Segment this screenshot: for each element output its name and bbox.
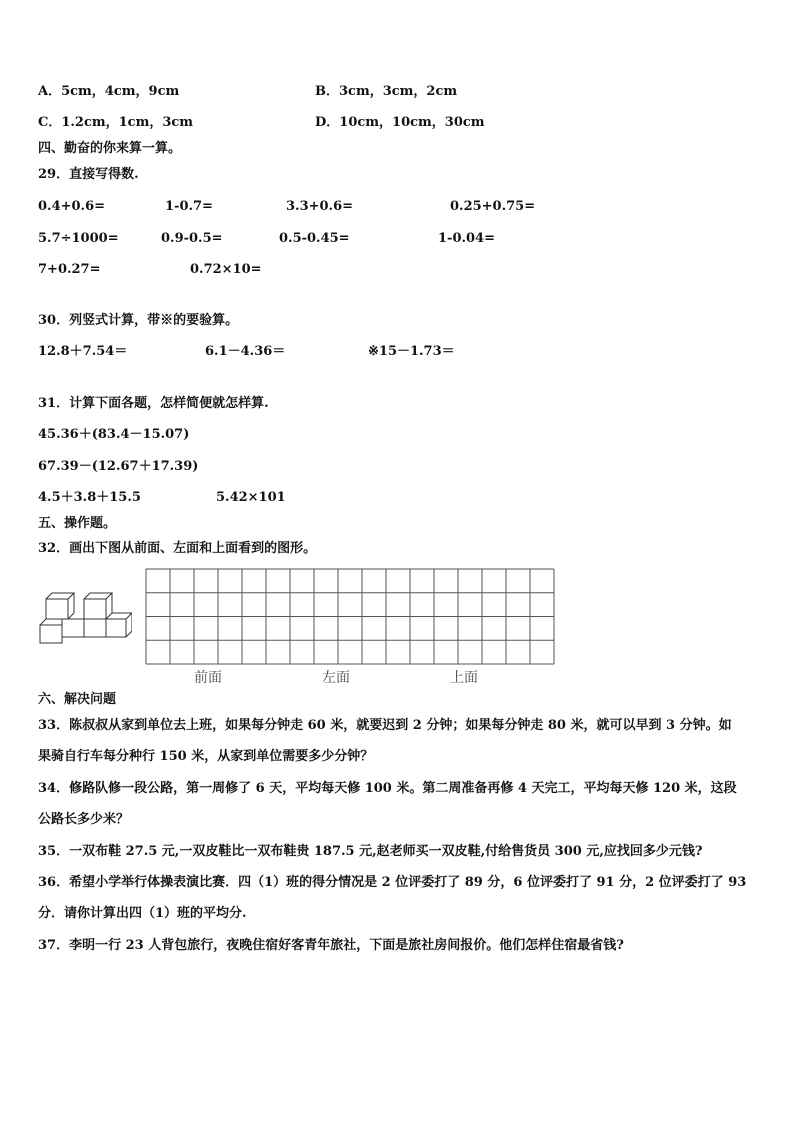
q31-item: 5.42×101 — [216, 490, 286, 505]
q29-title: 29．直接写得数. — [38, 167, 139, 182]
q29-item: 0.72×10= — [190, 262, 262, 277]
q30-item: ※15－1.73＝ — [368, 344, 455, 359]
choice-d: D．10cm，10cm，30cm — [315, 115, 485, 130]
q32-title: 32．画出下图从前面、左面和上面看到的图形。 — [38, 541, 317, 556]
label-left: 左面 — [322, 670, 350, 686]
q29-item: 1-0.7= — [165, 199, 213, 214]
q30-item: 12.8＋7.54＝ — [38, 344, 128, 359]
q33-line: 果骑自行车每分种行 150 米，从家到单位需要多少分钟？ — [38, 749, 374, 764]
q29-item: 0.4+0.6= — [38, 199, 106, 214]
q34-line: 34．修路队修一段公路，第一周修了 6 天，平均每天修 100 米。第二周准备再修 4 天完工，平均每天修 120 米，这段 — [38, 781, 737, 796]
label-front: 前面 — [194, 670, 222, 686]
q29-item: 7+0.27= — [38, 262, 101, 277]
q30-title: 30．列竖式计算，带※的要验算。 — [38, 313, 239, 328]
q37-line: 37．李明一行 23 人背包旅行，夜晚住宿好客青年旅社，下面是旅社房间报价。他们怎样住宿最省钱? — [38, 938, 624, 953]
q33-line: 33．陈叔叔从家到单位去上班，如果每分钟走 60 米，就要迟到 2 分钟；如果每分钟走 80 米，就可以早到 3 分钟。如 — [38, 718, 732, 733]
q31-item: 4.5＋3.8＋15.5 — [38, 490, 141, 505]
section5-title: 五、操作题。 — [38, 516, 117, 531]
q29-item: 1-0.04= — [438, 231, 495, 246]
choice-a: A．5cm，4cm，9cm — [38, 84, 180, 99]
section4-title: 四、勤奋的你来算一算。 — [38, 141, 182, 156]
q29-item: 0.9-0.5= — [161, 231, 223, 246]
q31-title: 31．计算下面各题，怎样简便就怎样算. — [38, 396, 269, 411]
choice-b: B．3cm，3cm，2cm — [315, 84, 458, 99]
q30-item: 6.1－4.36＝ — [205, 344, 286, 359]
q29-item: 0.25+0.75= — [450, 199, 536, 214]
q31-item: 45.36＋(83.4－15.07) — [38, 427, 190, 442]
q34-line: 公路长多少米？ — [38, 812, 130, 827]
q29-item: 3.3+0.6= — [286, 199, 354, 214]
label-top: 上面 — [450, 670, 478, 686]
cube-figure — [36, 590, 132, 644]
q31-item: 67.39－(12.67＋17.39) — [38, 459, 199, 474]
drawing-grid — [145, 568, 555, 665]
choice-c: C．1.2cm，1cm，3cm — [38, 115, 194, 130]
q29-item: 5.7÷1000= — [38, 231, 119, 246]
q29-item: 0.5-0.45= — [279, 231, 350, 246]
q35-line: 35．一双布鞋 27.5 元,一双皮鞋比一双布鞋贵 187.5 元,赵老师买一双皮鞋,付给售货员 300 元,应找回多少元钱? — [38, 844, 703, 859]
q36-line: 分．请你计算出四（1）班的平均分. — [38, 906, 247, 921]
q36-line: 36．希望小学举行体操表演比赛．四（1）班的得分情况是 2 位评委打了 89 分，6 位评委打了 91 分，2 位评委打了 93 — [38, 875, 747, 890]
section6-title: 六、解决问题 — [38, 692, 117, 707]
